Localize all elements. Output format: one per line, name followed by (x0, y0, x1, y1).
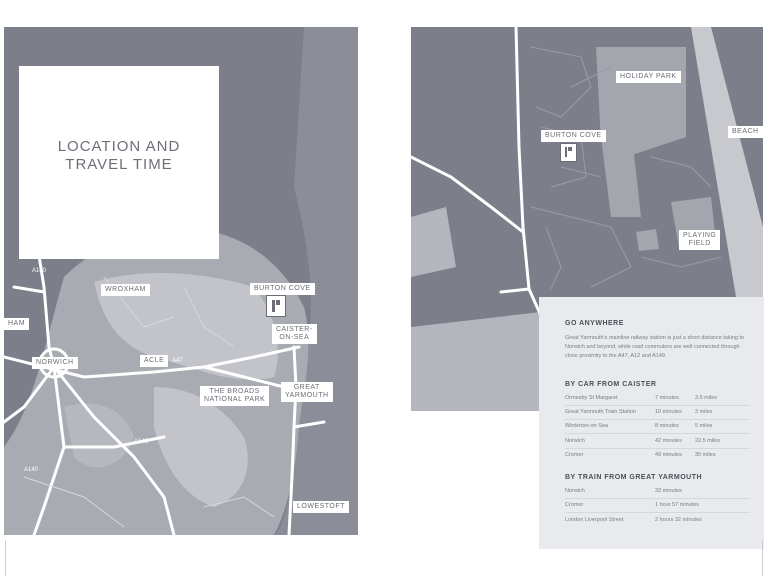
car-row: Cromer 49 minutes 30 miles (565, 452, 716, 458)
car-heading: BY CAR FROM CAISTER (565, 381, 657, 388)
train-row: Cromer 1 hour 57 minutes (565, 502, 700, 508)
train-row: London Liverpool Street 2 hours 32 minutes (565, 517, 702, 523)
page-edge-right (762, 540, 763, 576)
go-anywhere-text: Great Yarmouth's mainline railway station is just a short distance taking to Norwich and beyond, while road commuters are well connected through close proximity to the A47, A12 and A149. (565, 335, 745, 359)
title-box (19, 66, 219, 259)
label-norwich: NORWICH (32, 357, 78, 369)
page-edge-left (5, 540, 6, 576)
burton-cove-local-marker-icon (560, 143, 577, 162)
train-heading: BY TRAIN FROM GREAT YARMOUTH (565, 474, 703, 481)
road-a140-south: A140 (24, 467, 39, 473)
label-lowestoft: LOWESTOFT (293, 501, 349, 513)
car-row: Great Yarmouth Train Station 10 minutes 3 miles (565, 409, 713, 415)
label-burton-cove-local: BURTON COVE (541, 130, 606, 142)
road-a140-north: A140 (32, 268, 47, 274)
go-anywhere-heading: GO ANYWHERE (565, 320, 624, 327)
label-beach: BEACH (728, 126, 763, 138)
car-row: Winterton-on-Sea 8 minutes 5 miles (565, 423, 713, 429)
label-great-yarmouth: GREAT YARMOUTH (281, 382, 333, 402)
burton-cove-marker-icon (266, 295, 286, 317)
label-wroxham: WROXHAM (101, 284, 150, 296)
label-acle: ACLE (140, 355, 168, 367)
label-burton-cove: BURTON COVE (250, 283, 315, 295)
travel-info-panel (539, 297, 764, 549)
train-row: Norwich 33 minutes (565, 488, 682, 494)
label-caister-on-sea: CAISTER- ON-SEA (272, 324, 317, 344)
road-a47: A47 (172, 358, 183, 364)
road-a146: A146 (134, 439, 149, 445)
label-broads-national-park: THE BROADS NATIONAL PARK (200, 386, 269, 406)
label-ham: HAM (4, 318, 29, 330)
regional-map (4, 27, 358, 535)
car-row: Norwich 42 minutes 22.5 miles (565, 438, 721, 444)
car-row: Ormesby St Margaret 7 minutes 3.5 miles (565, 395, 718, 401)
label-holiday-park: HOLIDAY PARK (616, 71, 681, 83)
label-playing-field: PLAYING FIELD (679, 230, 720, 250)
page-title: LOCATION AND TRAVEL TIME (57, 138, 181, 173)
